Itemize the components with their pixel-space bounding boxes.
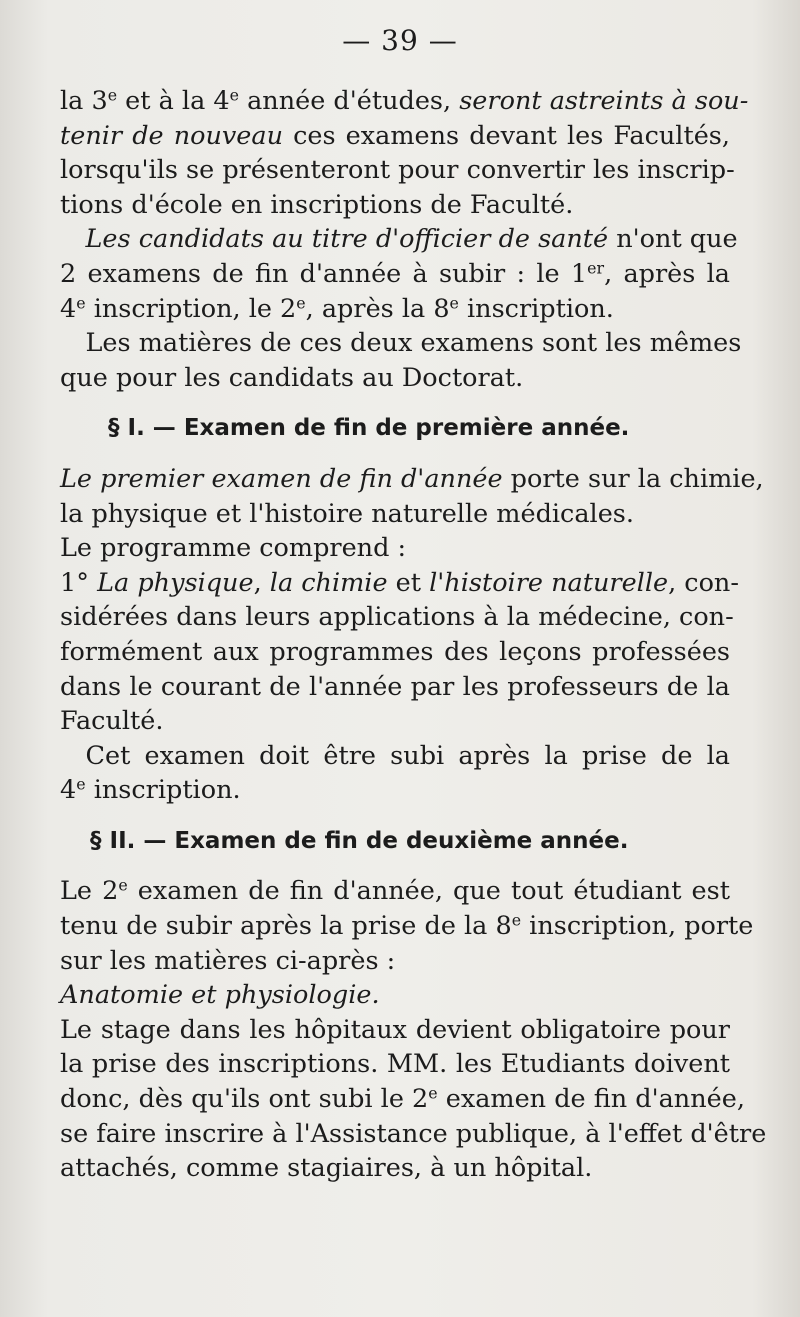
paragraph-exam-requirement: la 3e et à la 4e année d'études, seront astreints à sou- tenir de nouveau ces examens devant les Facultés, lorsqu'ils se présenteront pour convertir les inscrip- tions d'école en inscriptions de Faculté. [60,85,749,220]
paragraph-anatomy: Anatomie et physiologie. [60,980,380,1011]
paragraph-same-subjects: Les matières de ces deux examens sont les mêmes que pour les candidats au Doctorat. [60,328,742,393]
paragraph-hospital-stage: Le stage dans les hôpitaux devient obligatoire pour la prise des inscriptions. MM. les Etudiants doivent donc, dès qu'ils ont subi le 2e examen de fin d'année, se faire inscrire à l'Assistance publique, à l'effet d'être attachés, comme stagiaires, à un hôpital. [60,1014,767,1184]
section-heading-second-year: § II. — Examen de fin de deuxième année. [90,827,629,854]
paragraph-programme-item-1: 1° La physique, la chimie et l'histoire naturelle, con- sidérées dans leurs applications à la médecine, con- formément aux programmes des leçons professées dans le courant de l'année par les professeurs de la Faculté. [60,567,739,737]
page-body [60,84,767,1186]
page-number: — 39 — [342,24,458,57]
paragraph-exam-timing: Cet examen doit être subi après la prise de la 4e inscription. [60,740,730,806]
paragraph-programme: Le programme comprend : [60,533,407,564]
section-heading-first-year: § I. — Examen de fin de première année. [108,415,630,442]
paragraph-second-exam: Le 2e examen de fin d'année, que tout étudiant est tenu de subir après la prise de la 8e inscription, porte sur les matières ci-après : [60,875,754,976]
paragraph-officier-de-sante: Les candidats au titre d'officier de santé n'ont que 2 examens de fin d'année à subir : le 1er, après la 4e inscription, le 2e, après la 8e inscription. [60,224,738,324]
paragraph-first-exam: Le premier examen de fin d'année porte sur la chimie, la physique et l'histoire naturelle médicales. [60,463,764,529]
